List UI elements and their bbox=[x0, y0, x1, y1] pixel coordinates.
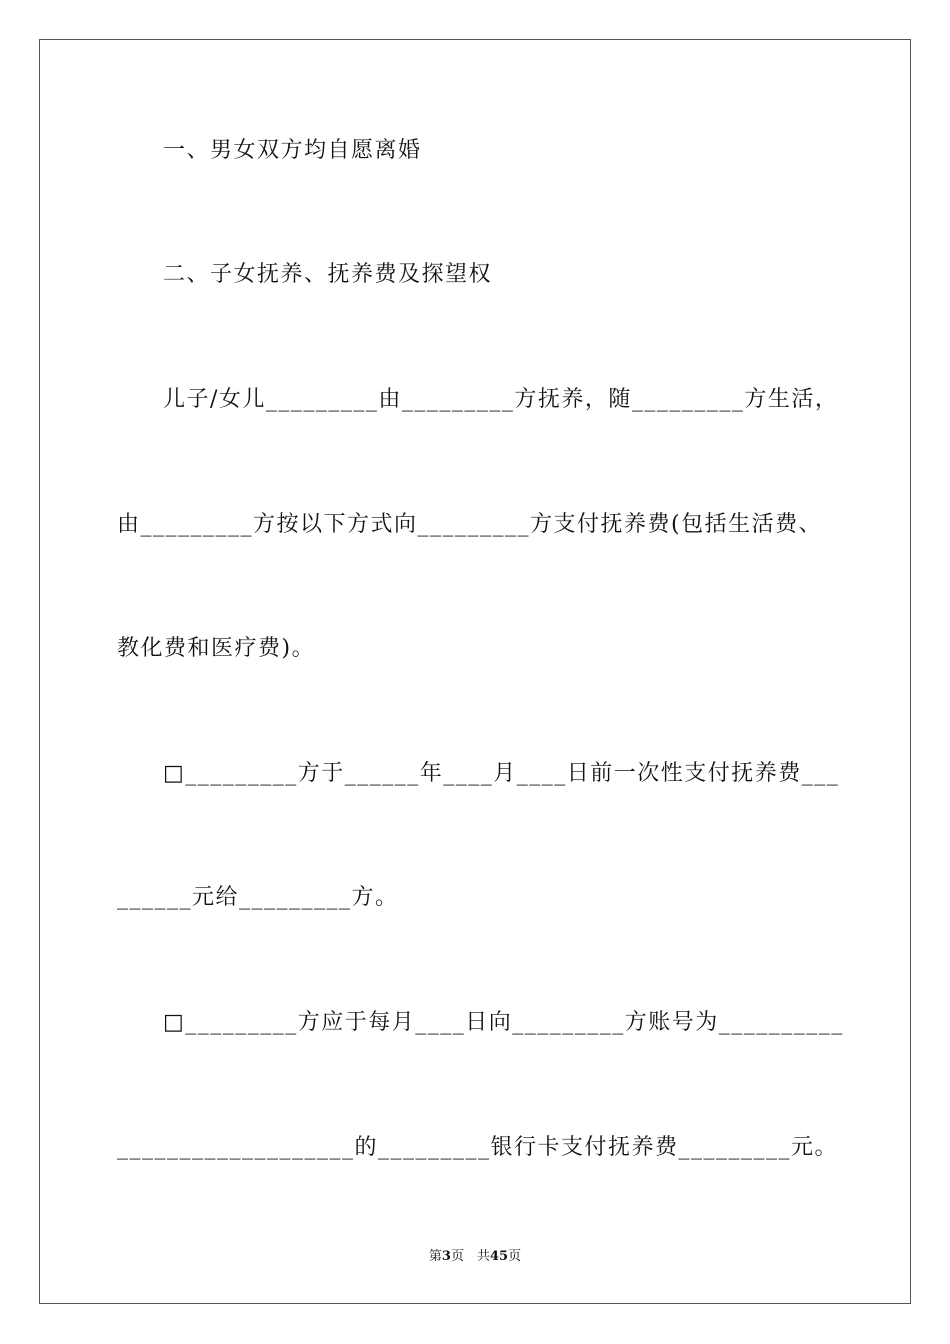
page-footer bbox=[0, 1248, 950, 1266]
expense-scope-line: 教化费和医疗费)。 bbox=[117, 636, 316, 661]
page-border bbox=[39, 39, 911, 1304]
clause-1-heading: 一、男女双方均自愿离婚 bbox=[163, 138, 422, 163]
total-pages-number: 45 bbox=[489, 1249, 509, 1264]
clause-2-heading: 二、子女抚养、抚养费及探望权 bbox=[163, 262, 493, 287]
current-page-number: 3 bbox=[441, 1249, 451, 1264]
payment-method-line: 由_________方按以下方式向_________方支付抚养费(包括生活费、 bbox=[117, 512, 823, 537]
footer-prefix: 第 bbox=[428, 1249, 442, 1264]
custody-line: 儿子/女儿_________由_________方抚养，随_________方生活， bbox=[163, 387, 839, 412]
bank-account-line: ___________________的_________银行卡支付抚养费_________元。 bbox=[117, 1135, 839, 1160]
lump-sum-option-line: □_________方于______年____月____日前一次性支付抚养费___ bbox=[163, 761, 840, 786]
lump-sum-amount-line: ______元给_________方。 bbox=[117, 885, 399, 910]
monthly-option-line: □_________方应于每月____日向_________方账号为__________ bbox=[163, 1010, 844, 1035]
footer-middle: 页 共 bbox=[450, 1249, 490, 1264]
footer-suffix: 页 bbox=[508, 1249, 522, 1264]
